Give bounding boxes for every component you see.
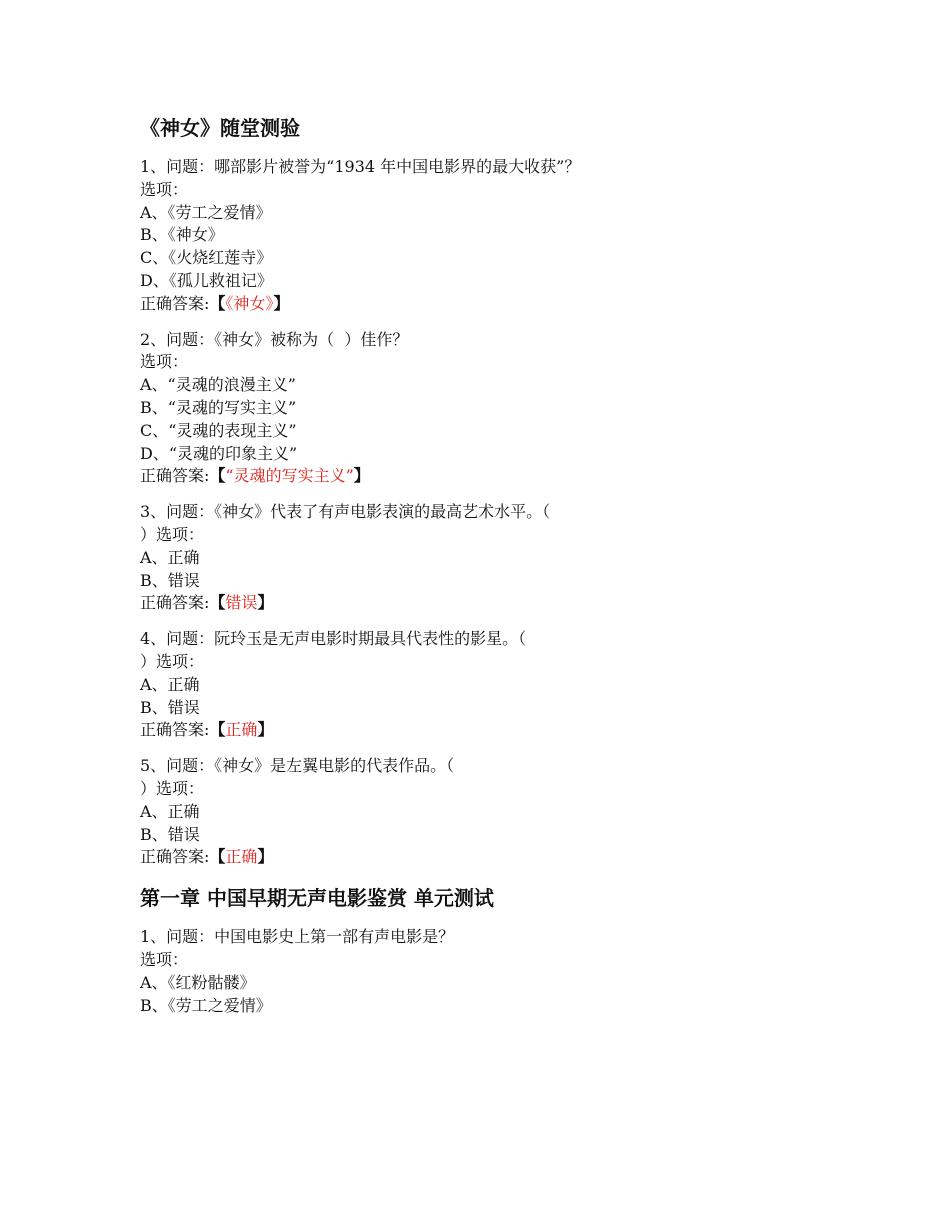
question-text-continued: ）选项： <box>140 778 205 798</box>
answer-bracket-open: 【 <box>209 466 226 486</box>
option-item: B、《劳工之爱情》 <box>140 995 272 1015</box>
option-item: B、《神女》 <box>140 225 224 245</box>
answer-value: 错误 <box>225 593 258 613</box>
question-block <box>140 628 660 742</box>
answer-label: 正确答案: <box>140 466 210 486</box>
answer-label: 正确答案: <box>140 593 210 613</box>
option-item: A、正确 <box>140 674 200 694</box>
option-item: D、“灵魂的印象主义” <box>140 443 298 463</box>
section-title: 第一章 中国早期无声电影鉴赏 单元测试 <box>140 886 494 911</box>
question-block <box>140 329 660 489</box>
answer-label: 正确答案: <box>140 847 210 867</box>
question-block <box>140 501 660 615</box>
option-item: B、“灵魂的写实主义” <box>140 397 297 417</box>
question-text: 2、问题：《神女》被称为（ ）佳作？ <box>140 329 409 349</box>
answer-bracket-close: 】 <box>273 293 290 313</box>
answer-line <box>140 846 660 869</box>
answer-bracket-close: 】 <box>257 847 274 867</box>
answer-bracket-close: 】 <box>257 720 274 740</box>
question-text: 4、问题：阮玲玉是无声电影时期最具代表性的影星。（ <box>140 629 527 649</box>
options-label: 选项： <box>140 352 189 372</box>
option-item: B、错误 <box>140 824 200 844</box>
question-block <box>140 755 660 869</box>
answer-line <box>140 719 660 742</box>
question-text: 1、问题：中国电影史上第一部有声电影是？ <box>140 927 455 947</box>
question-text: 3、问题：《神女》代表了有声电影表演的最高艺术水平。（ <box>140 502 551 522</box>
answer-value: 正确 <box>225 720 258 740</box>
question-block <box>140 156 660 316</box>
answer-bracket-open: 【 <box>209 847 226 867</box>
option-item: A、“灵魂的浪漫主义” <box>140 375 296 395</box>
question-text-continued: ）选项： <box>140 524 205 544</box>
question-text-continued: ）选项： <box>140 651 205 671</box>
options-label: 选项： <box>140 179 189 199</box>
options-label: 选项： <box>140 949 189 969</box>
option-item: A、正确 <box>140 801 200 821</box>
answer-bracket-open: 【 <box>209 720 226 740</box>
answer-line <box>140 465 660 488</box>
document-page <box>140 112 660 1030</box>
option-item: D、《孤儿救祖记》 <box>140 270 273 290</box>
option-item: B、错误 <box>140 570 200 590</box>
option-item: A、正确 <box>140 547 200 567</box>
answer-bracket-close: 】 <box>353 466 370 486</box>
option-item: C、《火烧红莲寺》 <box>140 248 273 268</box>
question-text: 1、问题：哪部影片被誉为“1934 年中国电影界的最大收获”？ <box>140 157 581 176</box>
answer-value: 正确 <box>225 847 258 867</box>
option-item: B、错误 <box>140 697 200 717</box>
answer-line <box>140 293 660 316</box>
answer-bracket-open: 【 <box>209 293 226 313</box>
answer-bracket-open: 【 <box>209 593 226 613</box>
question-block <box>140 926 660 1017</box>
question-text: 5、问题：《神女》是左翼电影的代表作品。（ <box>140 756 455 776</box>
answer-bracket-close: 】 <box>257 593 274 613</box>
section-title: 《神女》随堂测验 <box>140 116 300 140</box>
option-item: C、“灵魂的表现主义” <box>140 420 297 440</box>
option-item: A、《红粉骷髅》 <box>140 972 256 992</box>
option-item: A、《劳工之爱情》 <box>140 202 272 222</box>
answer-value: “灵魂的写实主义” <box>225 466 354 486</box>
answer-line <box>140 592 660 615</box>
answer-value: 《神女》 <box>225 293 274 313</box>
answer-label: 正确答案: <box>140 720 210 740</box>
answer-label: 正确答案: <box>140 293 210 313</box>
